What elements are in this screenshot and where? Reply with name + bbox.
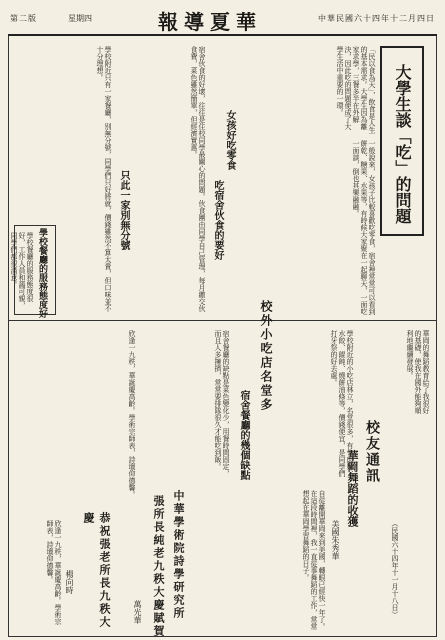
article4-poem: 欣逢一九秩，華誕慶高齡。學術宗師表，詩壇仰德馨。 [46,520,62,625]
bottom-border [8,636,437,637]
article1-body3: 宿舍伙食的好壞，往往是住校同學最關心的問題。伙食團由同學自己管理，每月繳交伙食費，菜色雖然簡單，但經濟實惠。 [190,46,206,312]
page-number: 第二版 [10,14,37,23]
article2-title: 校外小吃店名堂多 [259,300,273,412]
right-border [436,36,437,636]
article1-sub4: 學校餐廳的服務態度好 [37,228,47,318]
article2-body2: 宿舍餐廳的缺點是菜色變化少，用餐時間固定，而且人多擁擠，常常要排隊很久才能吃到飯。 [214,330,230,477]
article2-sub: 宿舍餐廳的幾個缺點 [238,390,249,480]
article3-body1: 自從離開華岡來到美國，轉眼已經快一年了。在這段時間裡，我一直從事舞蹈的工作，常常想起在華岡學習舞蹈的日子。 [302,490,326,630]
article1-headline: 大學生談「吃」的問題 [380,46,424,236]
left-border [8,36,9,636]
article2-body1: 學校附近的小吃店林立，名堂很多，有牛肉麵、水餃、餛飩、燒餅油條等，價錢便宜，是同學們打牙祭的好去處。 [330,330,354,477]
article1-sub1: 女孩好吃零食 [224,110,235,170]
article1-body2: 一般說來，女孩子比較喜歡吃零食，宿舍裡常常可以看到餅乾、糖果、水果等，有時候大家聚在一起聊天，一面吃一面談，倒也其樂融融。 [352,140,376,315]
article1-body4: 學校附近只有一家餐廳，別無分號，同學們只好將就，價錢雖然不算太貴，但口味並不十分理想。 [96,46,112,312]
article3-author: 美國朱秀華 [331,520,340,560]
article4-author: 萬光華 [133,600,142,624]
horizontal-rule [8,320,437,321]
article1-sub3: 只此一家別無分號 [118,170,129,250]
article1-body1: 「民以食為天」，飲食是人生的基本需求。大學生因為離家求學，三餐多半在外解決，因此吃的問題便成了大學生活中重要的一環。 [336,46,376,134]
article4-author2: 楊向時 [65,570,74,594]
masthead [8,4,437,36]
date: 中華民國六十四年十二月四日 [318,14,435,23]
article4-title2: 恭祝張老所長九秩大慶 [82,512,111,629]
article3-body2: 華岡的舞蹈教育給了我很好的基礎，使我在國外能夠順利地繼續發展。 [406,330,430,414]
article3-title: 校友通訊 [364,420,380,484]
article1-body5: 學校餐廳的服務態度很好，工作人員和藹可親，同學們都很滿意。 [10,232,34,309]
article3-note: （民國六十四年十一月十八日） [391,520,399,618]
article1-sub2: 吃宿舍伙食的要好 [212,180,223,260]
article3-subtitle: 華岡舞蹈的收獲 [346,450,359,527]
article4-title: 中華學術院詩學研究所 [172,490,185,620]
article4-subtitle: 張所長純老九秩大慶賦賀 [152,495,165,638]
article4-poem-right: 欣逢一九秩，華誕慶高齡。學術宗師表，詩壇仰德馨。 [128,330,136,498]
newspaper-title: 報導夏華 [158,10,262,34]
weekday: 星期四 [68,14,92,23]
